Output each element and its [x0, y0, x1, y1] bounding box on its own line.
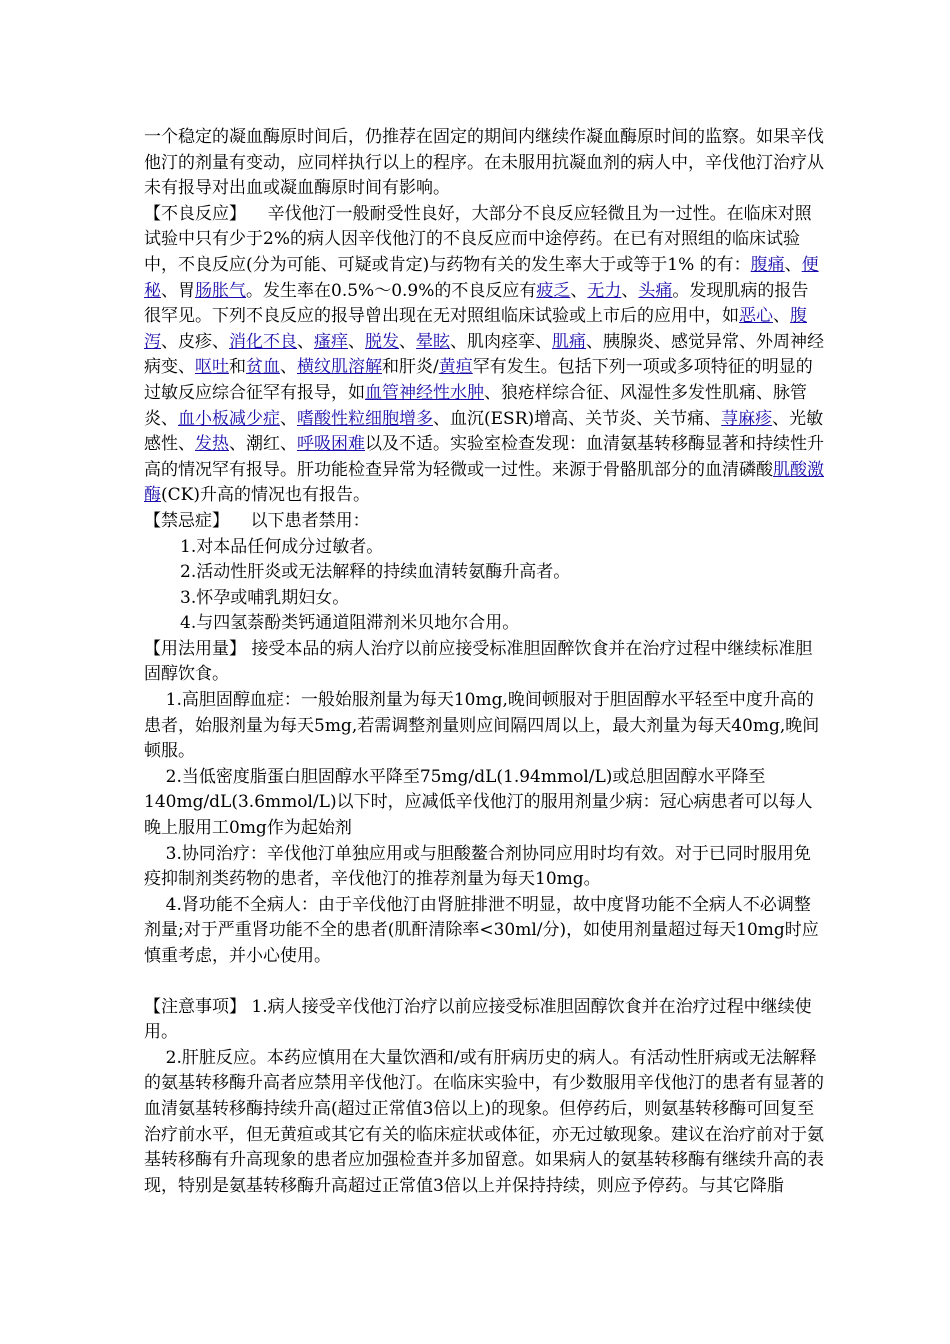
paragraph — [144, 611, 824, 637]
term-link[interactable]: 头痛 — [638, 280, 673, 301]
text-segment: 2.活动性肝炎或无法解释的持续血清转氨酶升高者。 — [180, 562, 571, 583]
text-segment: 4.肾功能不全病人：由于辛伐他汀由肾脏排泄不明显，故中度肾功能不全病人不必调整剂量;对于严重肾功能不全的患者(肌酐清除率<30ml/分)，如使用剂量超过每天10mg时应慎重考虑，并小心使用。 — [144, 894, 819, 966]
section-heading: 【禁忌症】 — [144, 510, 251, 531]
text-segment: 、 — [773, 306, 790, 327]
text-segment: 2.当低密度脂蛋白胆固醇水平降至75mg/dL(1.94mmol/L)或总胆固醇水平降至140mg/dL(3.6mmol/L)以下时，应减低辛伐他汀的服用剂量少病：冠心病患者可以每人晚上服用工0mg作为起始剂 — [144, 766, 813, 839]
section-heading: 【不良反应】 — [144, 203, 268, 224]
text-segment: 1.对本品任何成分过敏者。 — [180, 536, 384, 557]
section-heading: 【用法用量】 — [144, 638, 252, 659]
term-link[interactable]: 肌痛 — [552, 331, 586, 352]
section-heading: 【注意事项】 — [144, 996, 252, 1017]
term-link[interactable]: 恶心 — [739, 306, 773, 327]
term-link[interactable]: 呼吸困难 — [297, 434, 365, 455]
text-segment: 2.肝脏反应。本药应慎用在大量饮酒和/或有肝病历史的病人。有活动性肝病或无法解释的氨基转移酶升高者应禁用辛伐他汀。在临床实验中，有少数服用辛伐他汀的患者有显著的血清氨基转移酶持续升高(超过正常值3倍以上)的现象。但停药后，则氨基转移酶可回复至治疗前水平，但无黄疸或其它有关的临床症状或体征，亦无过敏现象。建议在治疗前对于氨基转移酶有升高现象的患者应加强检查并多加留意。如果病人的氨基转移酶有继续升高的表现，特别是氨基转移酶升高超过正常值3倍以上并保持持续，则应予停药。与其它降脂 — [144, 1047, 824, 1196]
text-segment: (CK)升高的情况也有报告。 — [161, 485, 370, 506]
text-segment: 、胰腺炎、感觉异常、外周神经病变、 — [144, 331, 824, 378]
term-link[interactable]: 肌酸激酶 — [144, 459, 824, 506]
paragraph — [144, 765, 824, 842]
paragraph — [144, 637, 824, 688]
text-segment: 、 — [784, 254, 802, 275]
term-link[interactable]: 嗜酸性粒细胞增多 — [297, 408, 433, 429]
text-segment: 、光敏感性、 — [144, 408, 824, 455]
term-link[interactable]: 脱发 — [365, 331, 399, 352]
term-link[interactable]: 疲乏 — [536, 280, 571, 301]
paragraph — [144, 535, 824, 561]
term-link[interactable]: 腹痛 — [750, 254, 785, 275]
text-segment: 1.高胆固醇血症：一般始服剂量为每天10mg,晚间顿服对于胆固醇水平轻至中度升高的患者，始服剂量为每天5mg,若需调整剂量则应间隔四周以上，最大剂量为每天40mg,晚间顿服。 — [144, 690, 820, 762]
term-link[interactable]: 横纹肌溶解 — [297, 357, 382, 378]
text-segment: 和肝炎/ — [382, 357, 439, 378]
term-link[interactable]: 腹泻 — [144, 306, 807, 352]
term-link[interactable]: 血管神经性水肿 — [365, 382, 484, 403]
text-segment: 4.与四氢萘酚类钙通道阻滞剂米贝地尔合用。 — [180, 613, 520, 634]
text-segment: 、皮疹、 — [161, 331, 229, 352]
text-segment: 和 — [229, 357, 246, 378]
term-link[interactable]: 贫血 — [246, 357, 280, 378]
text-segment: 、胃 — [161, 280, 195, 301]
term-link[interactable]: 黄疸 — [438, 357, 473, 378]
text-segment: 1.病人接受辛伐他汀治疗以前应接受标准胆固醇饮食并在治疗过程中继续使用。 — [144, 996, 812, 1043]
text-segment: 、 — [621, 280, 639, 301]
text-segment: 接受本品的病人治疗以前应接受标准胆固醉饮食并在治疗过程中继续标准胆固醇饮食。 — [144, 638, 813, 685]
term-link[interactable]: 荨麻疹 — [721, 408, 773, 429]
text-segment: 以下患者禁用： — [250, 510, 370, 531]
paragraph — [144, 202, 824, 509]
paragraph — [144, 688, 824, 765]
text-segment: 。发现肌病的报告很罕见。下列不良反应的报导曾出现在无对照组临床试验或上市后的应用中，如 — [144, 280, 809, 327]
term-link[interactable]: 瘙痒 — [314, 331, 348, 352]
text-segment: 一个稳定的凝血酶原时间后，仍推荐在固定的期间内继续作凝血酶原时间的监察。如果辛伐他汀的剂量有变动，应同样执行以上的程序。在未服用抗凝血剂的病人中，辛伐他汀治疗从未有报导对出血或凝血酶原时间有影响。 — [144, 127, 824, 199]
paragraph — [144, 586, 824, 612]
text-segment: 、 — [570, 280, 588, 301]
term-link[interactable]: 便秘 — [144, 254, 819, 301]
term-link[interactable]: 肠胀气 — [195, 280, 246, 301]
paragraph — [144, 125, 824, 202]
document-body — [144, 125, 824, 1199]
text-segment: 、 — [348, 331, 365, 352]
text-segment: 、狼疮样综合征、风湿性多发性肌痛、脉管炎、 — [144, 382, 807, 429]
text-segment: 、 — [280, 408, 297, 429]
term-link[interactable]: 呕吐 — [195, 357, 229, 378]
text-segment: 、 — [280, 357, 297, 378]
text-segment: 罕有发生。包括下列一项或多项特征的明显的过敏反应综合征罕有报导，如 — [144, 357, 813, 403]
term-link[interactable]: 血小板减少症 — [178, 408, 280, 429]
text-segment: 辛伐他汀一般耐受性良好，大部分不良反应轻微且为一过性。在临床对照试验中只有少于2%的病人因辛伐他汀的不良反应而中途停药。在已有对照组的临床试验中，不良反应(分为可能、可疑或肯定)与药物有关的发生率大于或等于1% 的有： — [144, 203, 812, 275]
paragraph — [144, 842, 824, 893]
text-segment: 。发生率在0.5%～0.9%的不良反应有 — [246, 280, 537, 301]
text-segment: 、 — [399, 331, 416, 352]
paragraph — [144, 893, 824, 970]
text-segment: 、潮红、 — [229, 434, 297, 455]
paragraph — [144, 1046, 824, 1200]
text-segment: 3.协同治疗：辛伐他汀单独应用或与胆酸鳌合剂协同应用时均有效。对于已同时服用免疫抑制剂类药物的患者，辛伐他汀的推荐剂量为每天10mg。 — [144, 843, 811, 890]
paragraph — [144, 560, 824, 586]
text-segment: 、 — [297, 331, 314, 352]
text-segment: 以及不适。实验室检查发现：血清氨基转移酶显著和持续性升高的情况罕有报导。肝功能检查异常为轻微或一过性。来源于骨骼肌部分的血清磷酸 — [144, 434, 824, 480]
text-segment: 、血沉(ESR)增高、关节炎、关节痛、 — [433, 408, 722, 429]
term-link[interactable]: 晕眩 — [416, 331, 450, 352]
paragraph — [144, 509, 824, 535]
paragraph — [144, 995, 824, 1046]
term-link[interactable]: 发热 — [195, 434, 229, 455]
text-segment: 、肌肉痉挛、 — [450, 331, 552, 352]
term-link[interactable]: 无力 — [587, 280, 622, 301]
term-link[interactable]: 消化不良 — [229, 331, 297, 352]
text-segment: 3.怀孕或哺乳期妇女。 — [180, 587, 350, 608]
